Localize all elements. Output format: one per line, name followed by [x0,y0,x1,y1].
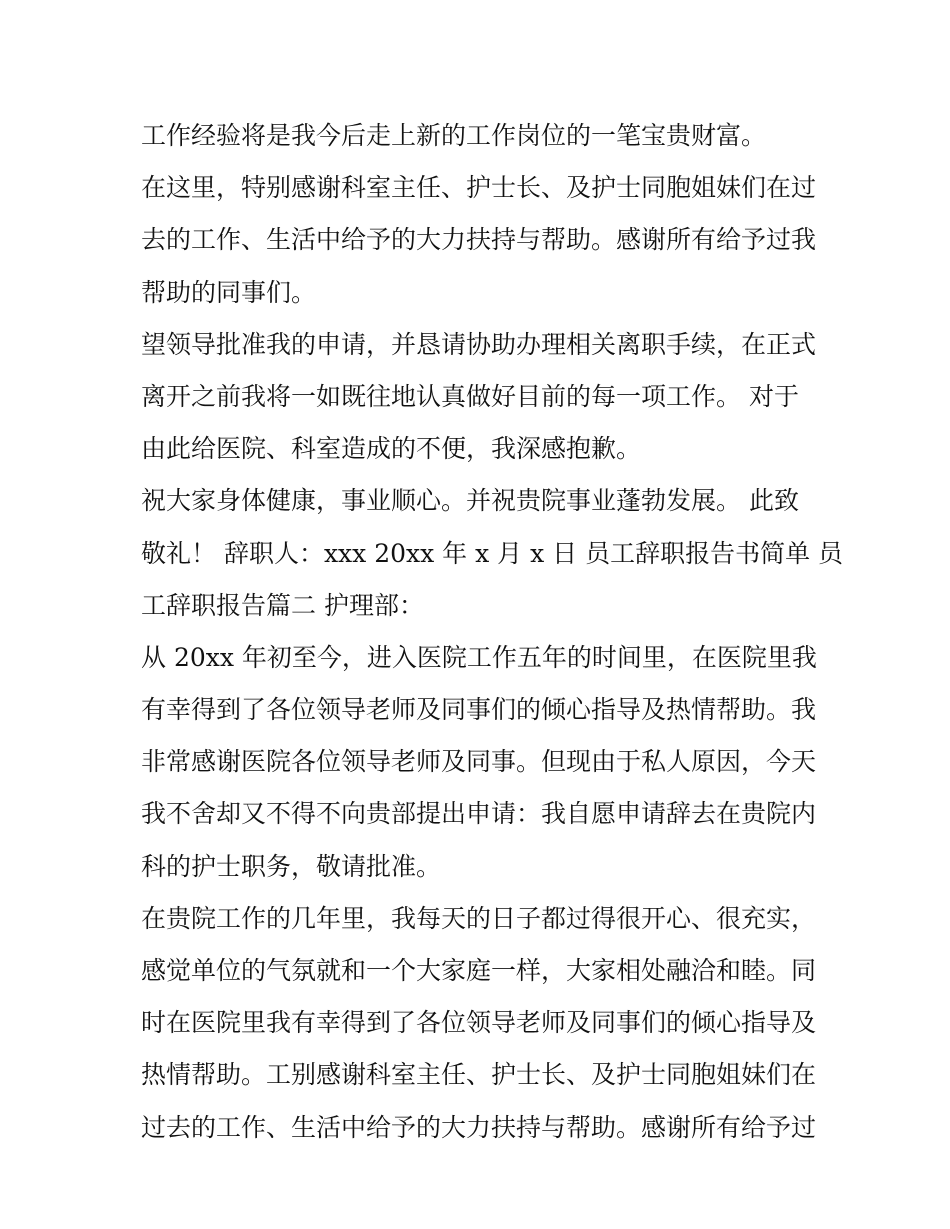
text-line: 由此给医院、科室造成的不便，我深感抱歉。 [141,434,642,464]
text-line: 工辞职报告篇二 护理部： [141,590,424,620]
text-line: 非常感谢医院各位领导老师及同事。但现由于私人原因，今天 [141,747,817,777]
text-line: 过去的工作、生活中给予的大力扶持与帮助。感谢所有给予过 [141,1112,817,1142]
text-line: 望领导批准我的申请，并恳请协助办理相关离职手续，在正式 [141,329,817,359]
text-line: 工作经验将是我今后走上新的工作岗位的一笔宝贵财富。 [141,121,767,150]
text-line: 科的护士职务，敬请批准。 [141,851,442,881]
text-line: 帮助的同事们。 [141,277,317,307]
text-line: 在这里，特别感谢科室主任、护士长、及护士同胞姐妹们在过 [141,173,817,203]
text-line: 去的工作、生活中给予的大力扶持与帮助。感谢所有给予过我 [141,225,817,255]
text-line: 敬礼！ 辞职人：xxx 20xx 年 x 月 x 日 员工辞职报告书简单 员 [141,538,844,568]
text-line: 祝大家身体健康，事业顺心。并祝贵院事业蓬勃发展。 此致 [141,486,799,516]
text-line: 我不舍却又不得不向贵部提出申请：我自愿申请辞去在贵院内 [141,799,817,829]
text-line: 时在医院里我有幸得到了各位领导老师及同事们的倾心指导及 [141,1008,817,1038]
text-line: 离开之前我将一如既往地认真做好目前的每一项工作。 对于 [141,381,799,411]
text-line: 在贵院工作的几年里，我每天的日子都过得很开心、很充实， [141,903,817,933]
text-line: 从 20xx 年初至今，进入医院工作五年的时间里，在医院里我 [141,642,817,672]
text-line: 感觉单位的气氛就和一个大家庭一样，大家相处融洽和睦。同 [141,956,817,985]
text-line: 有幸得到了各位领导老师及同事们的倾心指导及热情帮助。我 [141,695,817,725]
text-line: 热情帮助。工别感谢科室主任、护士长、及护士同胞姐妹们在 [141,1060,817,1090]
document-body [141,110,844,1154]
